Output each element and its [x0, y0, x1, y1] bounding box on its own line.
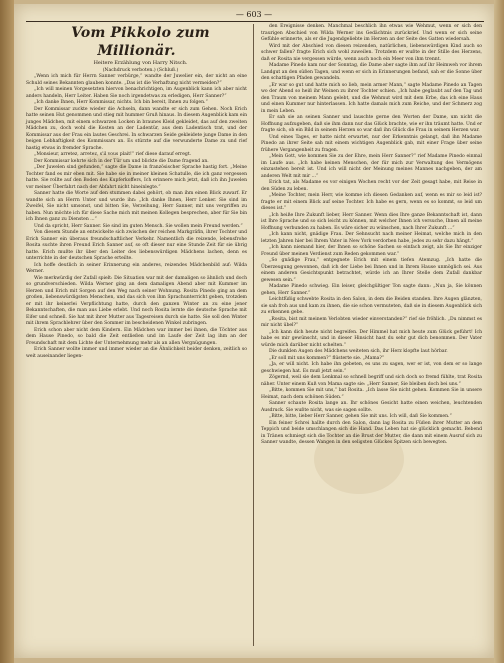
paragraph: Er sah sie an seinen Sanner und lauschte gerne den Worten der Dame, um nicht die Hoffnung aufzugeben, daß sie ihm dann nur das Glück brachte, wie er ihn träumt hatte. Und er fragte sich, ob ein Bild in seinem Herzen so war daß ihn Glück die Frau in seinem Herzen war. — [261, 115, 482, 133]
paragraph: Madame Pinedo schwieg. Ein leiser, gleichgültiger Ton sagte dann: „Nun ja, Sie können gehen, Herr Sanner.“ — [261, 284, 482, 296]
paragraph: Und eines Tages, er hatte nicht erwartet, nur der Erkenntnis gelangt, daß ihn Madame Pinedo an ihrer Seite sah mit einem wichtigen Augenblick gab, mit einer Frage über seine frühere Vergangenheit zu fragen. — [261, 134, 482, 153]
paragraph: „Bitte, bitte, lieber Herr Sanner, gehen Sie mit uns. Ich will, daß Sie kommen.“ — [269, 414, 452, 419]
paragraph: „Ich kann niemand hier, der Ihnen so schöne Sachen so einfach zeigt, als Sie Ihr einziger Freund über meinen Verdienst zum Reden gekommen war.“ — [261, 245, 482, 257]
paragraph: Ich hoffe deutlich in seiner Erinnerung ein anderes, reizendes Mädchenbild auf: Wilda Werner. — [26, 262, 247, 274]
paragraph: Leichtfüßig schwebte Rosita in den Salon, in dem die Beiden standen. Ihre Augen glänzten, sie sah froh aus und kam zu ihnen, die sie schon vermuteten, daß sie in diesem Augenblick sich zu erkennen gebe. — [261, 297, 482, 315]
paragraph: den Ereignisse denken. Manchmal beschlich ihn etwas wie Wehmut, wenn er sich den traurigen Abschied von Wilda Werner ins Gedächtnis zurückrief. Und wenn er sich seine Gefühle erinnerte, als er die Jugendgeliebte im Herzen an der Seite des Gatten wiedersah. — [261, 24, 482, 42]
paragraph: Und da spricht, Herr Sanner. Sie sind im guten Mensch. Sie wollen mein Freund werden.“ — [34, 223, 243, 229]
right-column-body — [261, 24, 482, 447]
page-number: — 603 — — [235, 10, 273, 19]
paragraph: „Ich heiße Ihre Zukunft lieber, Herr Sanner. Wenn dies Ihre ganze Bekanntschaft ist, dann ist Ihre Sprache und so sich leicht zu können, mit welcher Ihnen ich versuche, Ihnen all meine Hoffnung verbunden zu haben. Es wäre sicher zu wünschen, nach Ihrer Zukunft ...“ — [261, 212, 482, 231]
paragraph: „Monsieur, arretez, arretez, s'il vous plait!“ rief diese darauf erregt. — [34, 152, 192, 157]
paragraph: „Ich kann dich heute nicht begreifen. Der Himmel hat mich heute zum Glück geführt! Ich habe es mir gewünscht, und in dieser Hinsicht hast du sehr gut dich benommen. Der Vater würde mich darüber nicht schelten.“ — [261, 329, 482, 348]
paragraph: „Ja, er will nicht. Ich habe ihn gebeten, es uns zu sagen, wer er ist, von dem er so lange geschwiegen hat. Es muß jetzt sein.“ — [261, 362, 482, 374]
paragraph: Von diesem Stunde an entwickelte sich zwischen der reichen Markgräfin, ihrer Tochter und Erich Sanner ein überaus freundschaftlicher Verkehr. Namentlich die reizende, lebensfrohe Rosita suchte ihren Freund Erich Sanner auf, so oft dieser nur eine Stunde Zeit für sie übrig hatte. Erich mußte ihr über den Leiter des liebenswürdigen Mädchens lachen, denn es unterrichte in der deutschen Sprache erteilte. — [26, 230, 247, 261]
book-spine — [0, 0, 14, 663]
reprint-note: (Nachdruck verboten.) (Schluß.) — [102, 68, 179, 73]
paragraph: „Ich will meinen Vorgesetzten hiervon benachrichtigen, im Augenblick kann ich aber nicht anders handeln, Herr Leiter. Haben Sie noch irgendetwas zu erledigen, Herr Sanner?“ — [26, 87, 247, 99]
document-page — [14, 4, 494, 658]
paragraph: „Er soll mit uns kommen?“ flüsterte sie. „Mama?“ — [269, 355, 385, 361]
paragraph: „Ich kann nicht, gnädige Frau. Der Sehnsucht nach meiner Heimat, welche mich in den letzten Jahren hier bei Ihrem Vater in New York verdorben habe, jedes zu sehr dazu hängt.“ — [261, 232, 482, 244]
paragraph: „Rosita, bist mit meinem Verlobten wieder einverstanden?“ rief sie fröhlich. „Du nimmst es mir nicht übel?“ — [261, 316, 482, 328]
paragraph: „Ich danke Ihnen, Herr Kommissar, nichts. Ich bin bereit, Ihnen zu folgen.“ — [34, 100, 208, 105]
paragraph: „Meine Tochter, mein Herr, wie komme ich diesen Gedanken auf, wenn es mir so leid ist? fragte er mit einem Blick auf seine Tochter. Ich habe es gern, wenn es so kommt, so leid um dieses ist.“ — [261, 193, 482, 211]
paragraph: „Der Juwelen sind gefunden,“ sagte die Dame in französischer Sprache hastig fort. „Meine Tochter fand es mir eben mit. Sie habe sie in meiner kleinen Schatulle, die ich ganz vergessen hatte. Sie rollte auf den Boden des Kupferkoffers, Ich erinnere mich jetzt, daß ich ihn Juwelen vor meiner Überfahrt nach der Abfahrt nicht hineinlegte.“ — [26, 165, 247, 190]
paragraph: „Mein Gott, wie kommen Sie zu der Ehre, mein Herr Sanner?“ rief Madame Pinedo einmal im Laufe aus. „Ich habe keinen Menschen, der für mich zur Verwaltung des Vermögens einzustehen bereit ist. Und ich will nicht der Meinung meines Mannes nachgeben, der am anderen Welt mit mir ...“ — [261, 154, 482, 179]
paragraph: Der Kommissar kehrte sich in der Tür um und blickte die Dame fragend an. — [34, 158, 209, 164]
paragraph: Wie merkwürdig der Zufall spielt: Die Situation war mit der damaligen so ähnlich und doch so grundverschieden. Wilda Werner ging an dem damaligen Abend aber mit Kummer im Herzen und Erich mit Sorgen auf den Weg nach seiner Wohnung. Rosita Pinedo ging an dem großen, liebenswürdigsten Menschen, und das sich von ihm Sprachunterricht geben, trotzdem er mit ihr keinerlei Verpflichtung hatte, durch den ganzen Winter an zu eine jener Bekanntschaften, die man aus Liebe erlebt. Und noch Rosita lernte die deutsche Sprache mit Eifer und schnell. Sie hat mit ihrer Mutter aus Tagesreisen durch sie hatte. Sie soll den Winter mit ihrem Sprachlehrer über den Sommer im bescheidenen Winkel zubringen. — [26, 275, 247, 326]
paragraph: „Wenn ich mich für Herrn Sanner verbürge,“ wandte der Juwelier ein, der nicht an eine Schuld seines Bekannten glauben konnte. „Das ist die Verhaftung nicht vermeiden?“ — [26, 74, 247, 86]
paragraph: „Bitte, kommen Sie mit uns,“ bat Rosita. „Ich lasse Sie nicht gehen. Kommen Sie in unsere Heimat, nach dem schönen Süden.“ — [261, 388, 482, 400]
paragraph: Zögernd, weil sie dem Lenkmal so schnell begriff und sich doch so fremd fühlte, trat Rosita näher. Unter einem Kuß von Mama sagte sie: „Herr Sanner, Sie bleiben doch bei uns.“ — [261, 375, 482, 387]
right-column — [261, 24, 482, 447]
paragraph: Erich Sanner wollte immer und immer wieder an die Ähnlichkeit beider denken, zeitlich so weit auseinander liegen- — [26, 347, 247, 359]
paragraph: „So gnädige Frau,“ entgegnete Erich mit einem tiefen Atemzug. „Ich hatte die Überzeugung gewonnen, daß ich der Liebe bei Ihnen und in Ihrem Hause unmöglich sei. Aus einem anderen Gesichtspunkt betrachtet, würde ich an Ihrer Stelle dem Zufall dankbar gewesen sein.“ — [261, 258, 482, 283]
article-subtitle: Heitere Erzählung von Harry Nitsch. — [93, 60, 188, 66]
left-column — [26, 24, 247, 360]
paragraph: Wird mit der Abschied von diesen reizenden, natürlichen, liebenswürdigen Kind auch so schwer fallen? fragte Erich sich wohl zuweilen. Trotzdem er wußte in der Stille des Herzens, daß er Rosita nie vergessen würde, wenn auch noch ein Meer von ihm trennt. — [261, 43, 482, 62]
paragraph: Erich schon aber nicht dem Kindern. Ein Mädchen war immer bei ihnen, die Töchter aus dem Hause Pinedo, so bald die Zeit entließen und im Laufe der Zeit lag ihm an der Freundschaft mit dem Lichte der Unternehmung mehr als an allen Vergnügungen. — [26, 327, 247, 346]
paragraph: Erich tat, als Madame es vor einigen Wochen recht vor der Zeit gesagt habe, mit Reise in den Süden zu leben. — [261, 180, 482, 192]
article-title: Vom Pikkolo zum Millionär. — [71, 25, 210, 59]
paragraph: „Er war so gut und hatte mich so lieb, mein armer Mann,“ sagte Madame Pinedo an Tagen wo der Abend so heiß ihr Weinen zu ihrer Tochter schien. „Ich habe geglaubt auf den Tag und den Traum von meinem Mann gelebt, und die Wehmut wird mit dem Erbe, das ich eine Haus und einen Kummer nur hinterlassen. Ich hatte damals mich zum Reiche, und der Schmerz zog in mein Leben. — [261, 82, 482, 114]
paragraph: Ein feiner Schrei hallte durch den Salon, dann lag Rosita zu Füßen ihrer Mutter an dem Teppich und beide umschlangen sich die Hand. Das Leben hat sie glücklich gemacht. Bebend in Tränen schmiegt sich die Tochter an die Brust der Mutter, die dann mit einem Ausruf sich zu Sanner wandte, dessen Wangen in den seligsten Glückes Spitzen sich bewegten. — [261, 420, 482, 445]
column-divider — [253, 24, 254, 646]
paragraph: Madame Pinedo kam nur der Sonntag, die Dame aber sagte ihm auf ihr Heimweh vor ihrem Landgut an den süßen Tagen, und wenn er sich in Erinnerungen befand, sah er die Sonne über den schattigen Pfaden gewandeln. — [261, 63, 482, 81]
paragraph: Sanner hatte die Worte auf den stummen dabei gehört, ob man ihm einen Blick zuwarf. Er wandte sich an Herrn Unter und wurde ihn: „Ich danke Ihnen, Herr Lenker. Sie sind im Zweifel, Sie nicht umsonst, und bitten Sie, Verzeihung, Herr Sanner, mit uns vergriffen zu haben. Nun möchte ich für diese Sache mich mit meinen Kollegen besprechen, aber für Sie bin ich Ihnen ganz zu Diensten ...“ — [26, 191, 247, 222]
left-column-body — [26, 74, 247, 360]
header-rule — [26, 21, 484, 22]
paragraph: Sanner schaute Rosita lange an. Ihr schönes Gesicht hatte einen weichen, leuchtenden Ausdruck. Sie wußte nicht, was sie sagen sollte. — [261, 401, 482, 413]
paragraph: Die dunklen Augen des Mädchens weiteten sich, ihr Herz klopfte laut hörbar. — [269, 349, 448, 354]
page-edge — [494, 0, 504, 663]
paragraph: Der Kommissar zuckte wieder die Achseln, dann wandte er sich zum Gehen. Noch Erich hatte seinen Hut genommen und stieg mit hummer Gruß hinaus. In diesem Augenblick kam ein junges Mädchen, mit einem schwarzen Locken in braunes Kleid gekleidet, das auf den zweiten Mädchen zu, doch wohl die Kosten an der Ladentür, aus dem Ladentisch trat, und der Kommissar aus der Frau ein lautes Geschrei. In schwarzen Seide gekleidete junge Dame in den beigen Lebhaftigkeit des Kommissars an. Es stürzte auf die verwunderte Dame zu und rief hastig etwas in fremder Sprache. — [26, 106, 247, 151]
